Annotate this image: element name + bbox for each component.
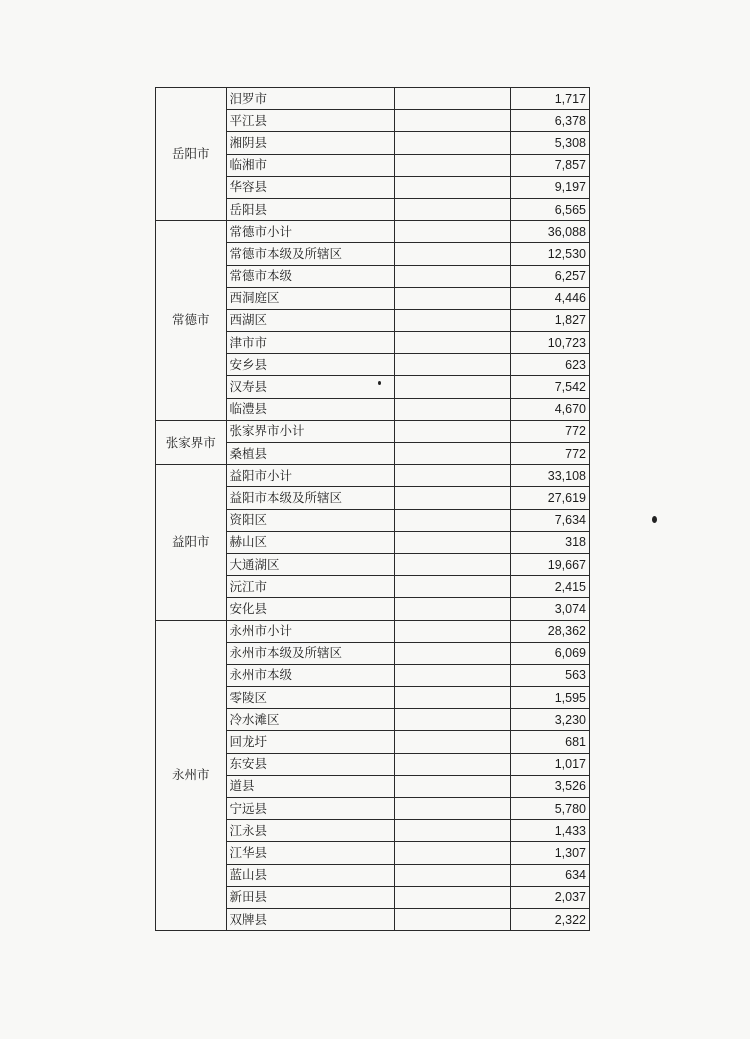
- amount-value: 5,780: [511, 798, 590, 820]
- blank-cell: [394, 886, 510, 908]
- amount-value: 6,069: [511, 642, 590, 664]
- county-name: 岳阳县: [226, 198, 394, 220]
- county-name: 江永县: [226, 820, 394, 842]
- county-name: 汨罗市: [226, 88, 394, 110]
- blank-cell: [394, 154, 510, 176]
- amount-value: 33,108: [511, 465, 590, 487]
- county-name: 新田县: [226, 886, 394, 908]
- amount-value: 1,307: [511, 842, 590, 864]
- blank-cell: [394, 620, 510, 642]
- blank-cell: [394, 553, 510, 575]
- amount-value: 6,257: [511, 265, 590, 287]
- blank-cell: [394, 709, 510, 731]
- county-name: 平江县: [226, 110, 394, 132]
- county-name: 临湘市: [226, 154, 394, 176]
- county-name: 资阳区: [226, 509, 394, 531]
- blank-cell: [394, 775, 510, 797]
- blank-cell: [394, 531, 510, 553]
- amount-value: 3,074: [511, 598, 590, 620]
- blank-cell: [394, 798, 510, 820]
- county-name: 永州市本级及所辖区: [226, 642, 394, 664]
- scan-speck: [652, 516, 657, 523]
- city-cell-zhangjiajie: 张家界市: [156, 420, 227, 464]
- amount-value: 1,017: [511, 753, 590, 775]
- county-name: 华容县: [226, 176, 394, 198]
- amount-value: 5,308: [511, 132, 590, 154]
- amount-value: 6,378: [511, 110, 590, 132]
- county-name: 安乡县: [226, 354, 394, 376]
- blank-cell: [394, 820, 510, 842]
- county-name: 赫山区: [226, 531, 394, 553]
- city-cell-changde: 常德市: [156, 221, 227, 421]
- table-row: [156, 221, 590, 243]
- amount-value: 563: [511, 664, 590, 686]
- blank-cell: [394, 753, 510, 775]
- county-name: 安化县: [226, 598, 394, 620]
- amount-value: 318: [511, 531, 590, 553]
- amount-value: 1,433: [511, 820, 590, 842]
- amount-value: 1,595: [511, 687, 590, 709]
- county-name: 沅江市: [226, 576, 394, 598]
- amount-value: 2,037: [511, 886, 590, 908]
- blank-cell: [394, 731, 510, 753]
- county-name: 宁远县: [226, 798, 394, 820]
- blank-cell: [394, 908, 510, 930]
- county-name: 常德市本级及所辖区: [226, 243, 394, 265]
- amount-value: 772: [511, 443, 590, 465]
- county-name: 道县: [226, 775, 394, 797]
- blank-cell: [394, 376, 510, 398]
- amount-value: 1,827: [511, 309, 590, 331]
- county-name: 常德市本级: [226, 265, 394, 287]
- blank-cell: [394, 198, 510, 220]
- blank-cell: [394, 842, 510, 864]
- amount-value: 4,446: [511, 287, 590, 309]
- county-name: 零陵区: [226, 687, 394, 709]
- amount-value: 634: [511, 864, 590, 886]
- city-cell-yueyang: 岳阳市: [156, 88, 227, 221]
- table-row: [156, 420, 590, 442]
- blank-cell: [394, 110, 510, 132]
- amount-value: 6,565: [511, 198, 590, 220]
- city-cell-yongzhou: 永州市: [156, 620, 227, 931]
- county-name: 张家界市小计: [226, 420, 394, 442]
- table-row: [156, 465, 590, 487]
- county-name: 江华县: [226, 842, 394, 864]
- amount-value: 4,670: [511, 398, 590, 420]
- amount-value: 2,322: [511, 908, 590, 930]
- county-name: 津市市: [226, 332, 394, 354]
- blank-cell: [394, 354, 510, 376]
- county-name: 益阳市本级及所辖区: [226, 487, 394, 509]
- county-name: 西洞庭区: [226, 287, 394, 309]
- blank-cell: [394, 176, 510, 198]
- blank-cell: [394, 287, 510, 309]
- county-name: 永州市小计: [226, 620, 394, 642]
- county-name: 永州市本级: [226, 664, 394, 686]
- county-name: 大通湖区: [226, 553, 394, 575]
- amount-value: 7,542: [511, 376, 590, 398]
- blank-cell: [394, 664, 510, 686]
- amount-value: 772: [511, 420, 590, 442]
- amount-value: 1,717: [511, 88, 590, 110]
- amount-value: 3,526: [511, 775, 590, 797]
- county-name: 蓝山县: [226, 864, 394, 886]
- amount-value: 10,723: [511, 332, 590, 354]
- county-name: 冷水滩区: [226, 709, 394, 731]
- county-name: 东安县: [226, 753, 394, 775]
- table-row: [156, 620, 590, 642]
- amount-value: 2,415: [511, 576, 590, 598]
- blank-cell: [394, 221, 510, 243]
- blank-cell: [394, 243, 510, 265]
- amount-value: 3,230: [511, 709, 590, 731]
- blank-cell: [394, 642, 510, 664]
- blank-cell: [394, 332, 510, 354]
- amount-value: 681: [511, 731, 590, 753]
- blank-cell: [394, 132, 510, 154]
- amount-value: 12,530: [511, 243, 590, 265]
- amount-value: 28,362: [511, 620, 590, 642]
- blank-cell: [394, 864, 510, 886]
- blank-cell: [394, 687, 510, 709]
- county-name: 西湖区: [226, 309, 394, 331]
- county-name: 双牌县: [226, 908, 394, 930]
- amount-value: 7,634: [511, 509, 590, 531]
- county-name: 湘阴县: [226, 132, 394, 154]
- blank-cell: [394, 420, 510, 442]
- blank-cell: [394, 465, 510, 487]
- blank-cell: [394, 487, 510, 509]
- blank-cell: [394, 265, 510, 287]
- table-row: [156, 88, 590, 110]
- blank-cell: [394, 576, 510, 598]
- blank-cell: [394, 598, 510, 620]
- amount-value: 36,088: [511, 221, 590, 243]
- county-name: 回龙圩: [226, 731, 394, 753]
- blank-cell: [394, 309, 510, 331]
- blank-cell: [394, 398, 510, 420]
- blank-cell: [394, 443, 510, 465]
- blank-cell: [394, 509, 510, 531]
- county-name: 临澧县: [226, 398, 394, 420]
- county-name: 益阳市小计: [226, 465, 394, 487]
- county-name: 汉寿县: [226, 376, 394, 398]
- city-cell-yiyang: 益阳市: [156, 465, 227, 620]
- amount-value: 623: [511, 354, 590, 376]
- county-name: 桑植县: [226, 443, 394, 465]
- amount-value: 9,197: [511, 176, 590, 198]
- data-table: [155, 87, 590, 931]
- amount-value: 27,619: [511, 487, 590, 509]
- amount-value: 7,857: [511, 154, 590, 176]
- amount-value: 19,667: [511, 553, 590, 575]
- county-name: 常德市小计: [226, 221, 394, 243]
- blank-cell: [394, 88, 510, 110]
- scan-speck: [378, 381, 381, 385]
